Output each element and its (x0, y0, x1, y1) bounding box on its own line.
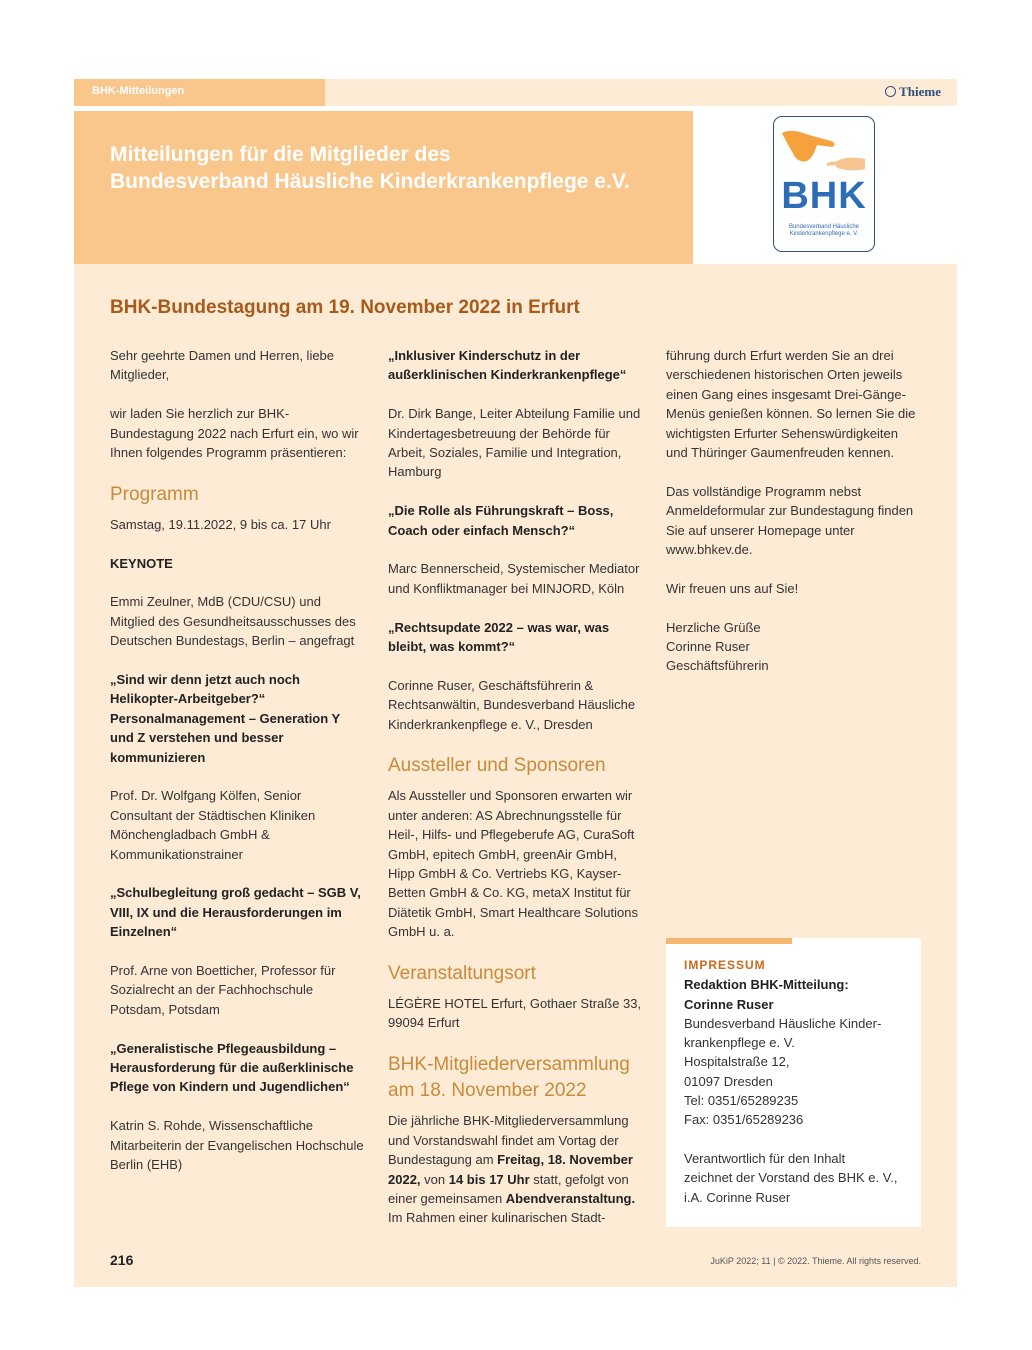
mv-text (388, 1111, 644, 1227)
aussteller-heading: Aussteller und Sponsoren (388, 755, 606, 777)
editor-label: Redaktion BHK-Mitteilung: (684, 977, 849, 993)
header-band (74, 111, 693, 264)
ort-text: LÉGÈRE HOTEL Erfurt, Gothaer Straße 33, 99094 Erfurt (388, 996, 642, 1031)
mv-date: Freitag, 18. November 2022, (388, 1152, 633, 1187)
date-line: Samstag, 19.11.2022, 9 bis ca. 17 Uhr (110, 516, 331, 532)
talk-title: „Rechtsupdate 2022 – was war, was bleibt, was kommt?“ (388, 619, 610, 655)
page-title (110, 141, 630, 195)
mv-text-3: statt, gefolgt von einer gemeinsamen (388, 1171, 629, 1206)
page-number: 216 (110, 1252, 134, 1268)
top-bar (74, 79, 957, 106)
page (74, 79, 957, 1287)
resp-line2: zeichnet der Vorstand des BHK e. V., (684, 1170, 898, 1186)
ort-heading: Veranstaltungsort (388, 963, 536, 985)
programm-heading: Programm (110, 483, 199, 505)
talk-speaker: Corinne Ruser, Geschäftsführerin & Rechtsanwältin, Bundesverband Häusliche Kinderkrankenpflege e. V., Dresden (388, 677, 636, 732)
impressum-content (684, 956, 912, 1207)
talk-title: „Schulbegleitung groß gedacht – SGB V, VIII, IX und die Herausforderungen im Einzelnen“ (110, 885, 361, 940)
section-label: BHK-Mitteilungen (92, 85, 185, 97)
resp-line1: Verantwortlich für den Inhalt (684, 1150, 846, 1166)
column-1 (110, 346, 366, 1194)
section-tab (74, 79, 325, 106)
talk-speaker: Dr. Dirk Bange, Leiter Abteilung Familie und Kindertagesbetreuung der Behörde für Arbeit, Soziales, Familie und Integration, Hamburg (388, 406, 641, 480)
bhk-logo (773, 116, 875, 252)
page-title-line2: Bundesverband Häusliche Kinderkrankenpflege e.V. (110, 170, 630, 193)
talk-speaker: Katrin S. Rohde, Wissenschaftliche Mitarbeiterin der Evangelischen Hochschule Berlin (EHB) (110, 1118, 364, 1173)
signer-name: Corinne Ruser (666, 639, 750, 655)
talk-title: „Sind wir denn jetzt auch noch Helikopter-Arbeitgeber?“ Personalmanagement – Generation Y und Z verstehen und besser kommunizieren (110, 672, 340, 765)
mv-time: 14 bis 17 Uhr (448, 1171, 530, 1187)
intro-text: wir laden Sie herzlich zur BHK-Bundestagung 2022 nach Erfurt ein, wo wir Ihnen folgendes Programm präsentieren: (110, 406, 359, 461)
article-title: BHK-Bundestagung am 19. November 2022 in Erfurt (110, 297, 580, 318)
org-line1: Bundesverband Häusliche Kinder- (684, 1015, 882, 1031)
aussteller-text: Als Aussteller und Sponsoren erwarten wir unter anderen: AS Abrechnungsstelle für Heil-, Hilfs- und Pflegeberufe AG, CuraSoft GmbH, epitech GmbH, greenAir GmbH, Hipp GmbH & Co. Vertriebs KG, Kayser-Betten GmbH & Co. KG, metaX Institut für Diätetik GmbH, Smart Healthcare Solutions GmbH u. a. (388, 788, 638, 940)
talk-title: „Generalistische Pflegeausbildung – Herausforderung für die außerklinische Pflege von Kindern und Jugendlichen“ (110, 1040, 354, 1095)
thieme-icon (885, 86, 896, 97)
talk-speaker: Marc Bennerscheid, Systemischer Mediator und Konfliktmanager bei MINJORD, Köln (388, 561, 640, 596)
street: Hospitalstraße 12, (684, 1054, 790, 1070)
publisher-name: Thieme (899, 84, 941, 99)
impressum-accent-bar (666, 938, 792, 944)
citation: JuKiP 2022; 11 | © 2022. Thieme. All rights reserved. (710, 1256, 921, 1266)
column-3 (666, 346, 922, 676)
keynote-label: KEYNOTE (110, 555, 173, 571)
logo-letters: BHK (781, 175, 867, 217)
fax: Fax: 0351/65289236 (684, 1112, 804, 1128)
page-title-line1: Mitteilungen für die Mitglieder des (110, 143, 451, 166)
mv-text-1: Die jährliche BHK-Mitgliederversammlung und Vorstandswahl findet am Vortag der Bundestagung am (388, 1113, 629, 1168)
program-info: Das vollständige Programm nebst Anmeldeformular zur Bundestagung finden Sie auf unserer Homepage unter www.bhkev.de. (666, 483, 914, 558)
mv-evening: Abendveranstaltung. (505, 1190, 636, 1206)
talk-title: „Die Rolle als Führungskraft – Boss, Coach oder einfach Mensch?“ (388, 503, 614, 538)
talk-speaker: Prof. Dr. Wolfgang Kölfen, Senior Consultant der Städtischen Kliniken Mönchengladbach GmbH & Kommunikationstrainer (110, 788, 316, 862)
greeting: Sehr geehrte Damen und Herren, liebe Mitglieder, (110, 348, 335, 383)
phone: Tel: 0351/65289235 (684, 1093, 799, 1109)
keynote-speaker: Emmi Zeulner, MdB (CDU/CSU) und Mitglied des Gesundheitsausschusses des Deutschen Bundestags, Berlin – angefragt (110, 594, 356, 649)
logo-subtitle (774, 224, 874, 238)
mv-text-2: von (420, 1171, 449, 1187)
continuation-text: führung durch Erfurt werden Sie an drei verschiedenen historischen Orten jeweils einen Gang eines insgesamt Drei-Gänge-Menüs genießen können. So lernen Sie die wichtigsten Erfurter Sehenswürdigkeiten und Thüringer Gaumenfreuden kennen. (666, 348, 916, 461)
org-line2: krankenpflege e. V. (684, 1035, 795, 1051)
editor-name: Corinne Ruser (684, 996, 774, 1012)
hands-icon (779, 123, 869, 179)
impressum-title: IMPRESSUM (684, 958, 766, 972)
signer-role: Geschäftsführerin (666, 658, 769, 674)
mv-heading: BHK-Mitgliederversammlung am 18. November 2022 (388, 1054, 630, 1102)
talk-speaker: Prof. Arne von Boetticher, Professor für Sozialrecht an der Fachhochschule Potsdam, Potsdam (110, 963, 336, 1017)
mv-text-4: Im Rahmen einer kulinarischen Stadt- (388, 1210, 606, 1226)
publisher-logo (885, 84, 941, 100)
logo-subtitle-line2: Kinderkrankenpflege e. V. (789, 231, 859, 237)
column-2 (388, 346, 644, 1228)
logo-subtitle-line1: Bundesverband Häusliche (788, 224, 860, 230)
city: 01097 Dresden (684, 1073, 773, 1089)
resp-line3: i.A. Corinne Ruser (684, 1189, 791, 1205)
spacer (684, 1130, 912, 1149)
regards: Herzliche Grüße (666, 619, 761, 635)
closing: Wir freuen uns auf Sie! (666, 580, 799, 596)
talk-title: „Inklusiver Kinderschutz in der außerklinischen Kinderkrankenpflege“ (388, 348, 627, 383)
logo-area (693, 111, 957, 264)
impressum-box (666, 938, 921, 1227)
